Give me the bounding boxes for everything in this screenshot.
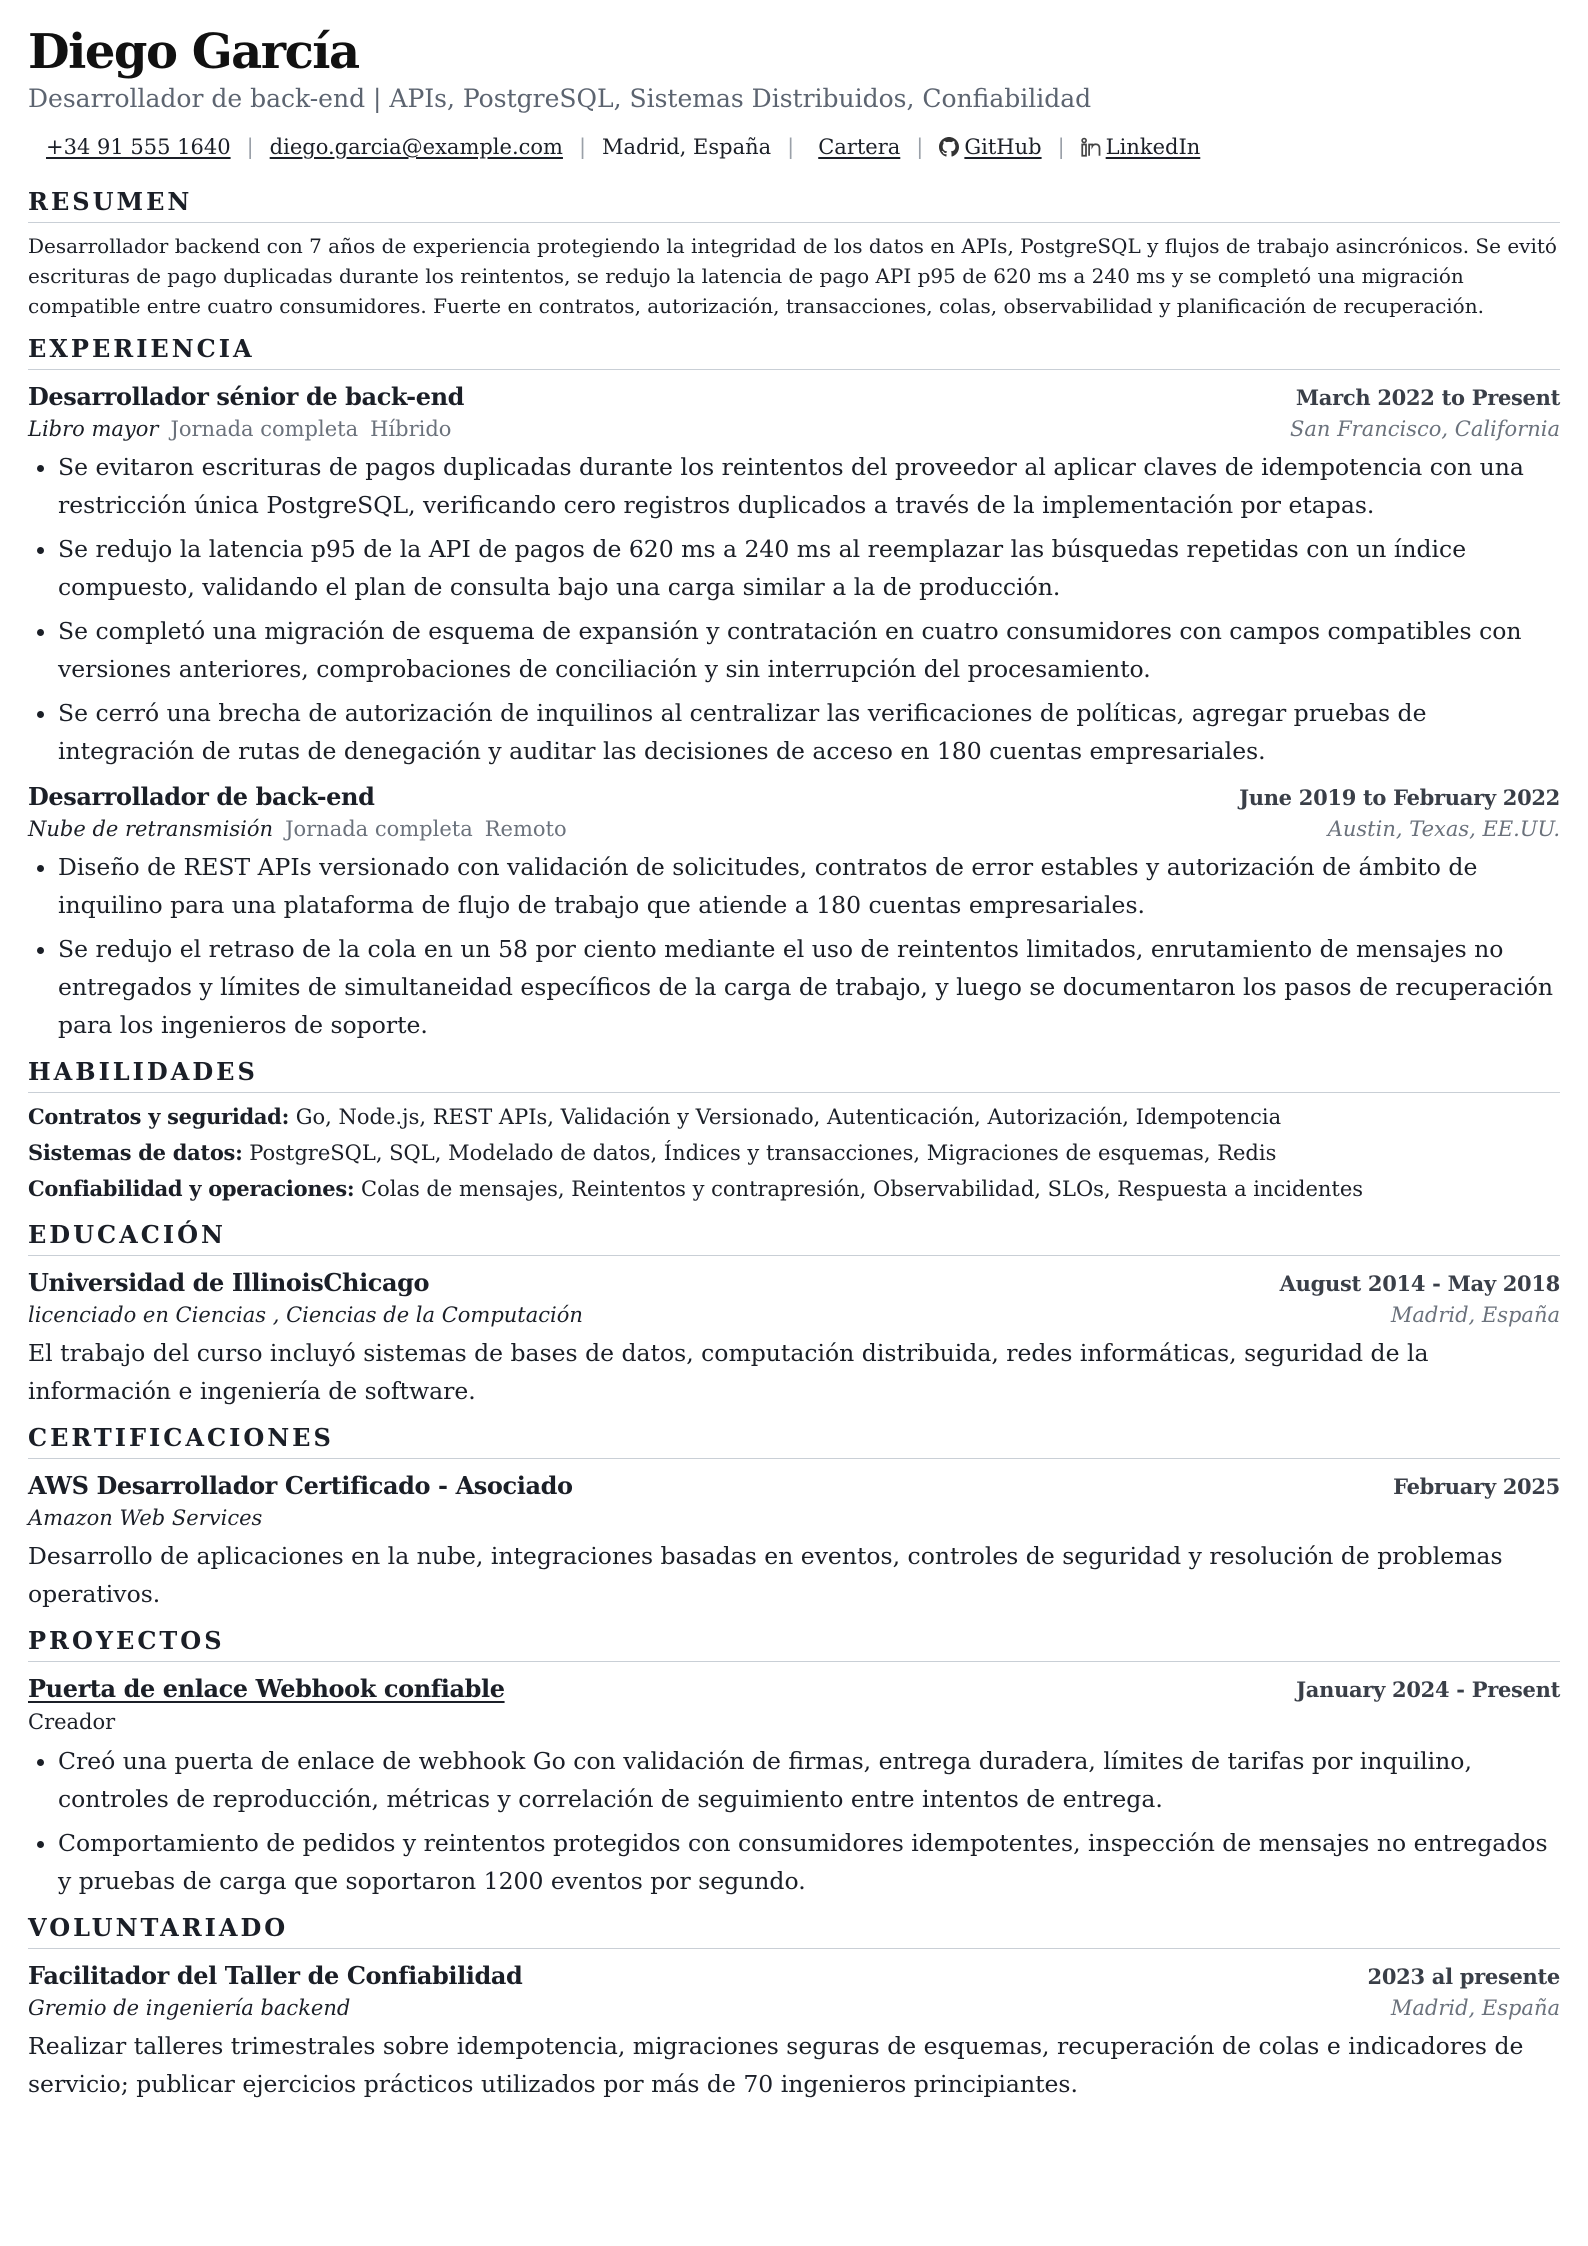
job-location: Austin, Texas, EE.UU. [1327,817,1560,841]
summary-text: Desarrollador backend con 7 años de experiencia protegiendo la integridad de los datos en APIs, PostgreSQL y flujos de trabajo asincrónicos. Se evitó escrituras de pago duplicadas durante los reintentos, se redujo la latencia de pago API p95 de 620 ms a 240 ms y se completó una migración compatible entre cuatro consumidores. Fuerte en contratos, autorización, transacciones, colas, observabilidad y planificación de recuperación. [28,234,1557,318]
separator: | [578,135,587,159]
project-bullets [28,1742,1560,1900]
education-location: Madrid, España [1390,1303,1560,1327]
education-section [28,1219,1560,1410]
skill-items: PostgreSQL, SQL, Modelado de datos, Índices y transacciones, Migraciones de esquemas, Redis [249,1141,1277,1165]
certification-date: February 2025 [1393,1474,1560,1499]
company-name: Libro mayor [28,417,159,441]
skill-group [28,1135,1560,1171]
experience-section [28,333,1560,1044]
volunteer-location: Madrid, España [1390,1996,1560,2020]
skill-group [28,1171,1560,1207]
separator: | [787,135,795,159]
volunteer-title: Facilitador del Taller de Confiabilidad [28,1961,523,1990]
job-mode: Híbrido [370,417,452,441]
job-dates: June 2019 to February 2022 [1239,785,1560,810]
company-name: Nube de retransmisión [28,817,274,841]
linkedin-link[interactable]: LinkedIn [1105,135,1201,159]
job-mode: Remoto [484,817,567,841]
certification-title: AWS Desarrollador Certificado - Asociado [28,1471,573,1500]
skill-items: Go, Node.js, REST APIs, Validación y Versionado, Autenticación, Autorización, Idempotencia [295,1105,1282,1129]
job-dates: March 2022 to Present [1295,385,1560,410]
list-item: • Se evitaron escrituras de pagos duplicadas durante los reintentos del proveedor al aplicar claves de idempotencia con una restricción única PostgreSQL, verificando cero registros duplicados a través de la implementación por etapas. [58,448,1560,524]
skill-label: Confiabilidad y operaciones: [28,1176,355,1201]
volunteer-section [28,1912,1560,2103]
list-item: • Se completó una migración de esquema de expansión y contratación en cuatro consumidores con campos compatibles con versiones anteriores, comprobaciones de conciliación y sin interrupción del procesamiento. [58,612,1560,688]
degree: licenciado en Ciencias , Ciencias de la Computación [28,1303,583,1327]
job-bullets [28,448,1560,770]
job-title: Desarrollador sénior de back-end [28,382,465,411]
separator: | [246,135,254,159]
section-heading: VOLUNTARIADO [28,1912,1560,1949]
job-bullets [28,848,1560,1044]
skill-group [28,1099,1560,1135]
volunteer-org: Gremio de ingeniería backend [28,1996,351,2020]
education-dates: August 2014 - May 2018 [1279,1271,1560,1296]
job-entry [28,780,1560,1044]
job-meta [28,414,451,444]
section-heading: RESUMEN [28,186,1560,223]
education-description: El trabajo del curso incluyó sistemas de bases de datos, computación distribuida, redes informáticas, seguridad de la información e ingeniería de software. [28,1339,1429,1405]
projects-section [28,1625,1560,1900]
section-heading: EDUCACIÓN [28,1219,1560,1256]
candidate-name: Diego García [28,24,359,80]
location-text: Madrid, España [602,135,772,159]
project-dates: January 2024 - Present [1296,1677,1560,1702]
summary-section [28,186,1560,321]
separator: | [1057,135,1065,159]
skills-section [28,1056,1560,1207]
separator: | [916,135,924,159]
section-heading: PROYECTOS [28,1625,1560,1662]
list-item: • Se cerró una brecha de autorización de inquilinos al centralizar las verificaciones de políticas, agregar pruebas de integración de rutas de denegación y auditar las decisiones de acceso en 180 cuentas empresariales. [58,694,1560,770]
certification-issuer: Amazon Web Services [28,1506,263,1530]
job-type: Jornada completa [170,417,359,441]
list-item: • Diseño de REST APIs versionado con validación de solicitudes, contratos de error estables y autorización de ámbito de inquilino para una plataforma de flujo de trabajo que atiende a 180 cuentas empresariales. [58,848,1560,924]
education-entry [28,1266,1560,1410]
section-heading: CERTIFICACIONES [28,1422,1560,1459]
skill-label: Sistemas de datos: [28,1140,243,1165]
volunteer-description: Realizar talleres trimestrales sobre idempotencia, migraciones seguras de esquemas, recuperación de colas e indicadores de servicio; publicar ejercicios prácticos utilizados por más de 70 ingenieros principiantes. [28,2032,1524,2098]
job-type: Jornada completa [285,817,473,841]
skill-label: Contratos y seguridad: [28,1104,290,1129]
skill-items: Colas de mensajes, Reintentos y contrapresión, Observabilidad, SLOs, Respuesta a incidentes [361,1177,1364,1201]
job-entry [28,380,1560,770]
list-item: • Comportamiento de pedidos y reintentos protegidos con consumidores idempotentes, inspección de mensajes no entregados y pruebas de carga que soportaron 1200 eventos por segundo. [58,1824,1560,1900]
contact-bar [28,132,1560,162]
portfolio-link[interactable]: Cartera [818,135,901,159]
list-item: • Creó una puerta de enlace de webhook Go con validación de firmas, entrega duradera, límites de tarifas por inquilino, controles de reproducción, métricas y correlación de seguimiento entre intentos de entrega. [58,1742,1560,1818]
github-link[interactable]: GitHub [964,135,1042,159]
school-name: Universidad de IllinoisChicago [28,1268,430,1297]
certification-entry [28,1469,1560,1613]
skills-list [28,1099,1560,1207]
project-entry [28,1672,1560,1900]
section-heading: EXPERIENCIA [28,333,1560,370]
job-title: Desarrollador de back-end [28,782,375,811]
volunteer-dates: 2023 al presente [1367,1964,1560,1989]
email-link[interactable]: diego.garcia@example.com [269,135,563,159]
certification-description: Desarrollo de aplicaciones en la nube, integraciones basadas en eventos, controles de seguridad y resolución de problemas operativos. [28,1542,1503,1608]
job-meta [28,814,567,844]
project-role: Creador [28,1710,116,1734]
phone-link[interactable]: +34 91 555 1640 [46,135,231,159]
certifications-section [28,1422,1560,1613]
project-title-link[interactable]: Puerta de enlace Webhook confiable [28,1674,505,1703]
job-location: San Francisco, California [1289,417,1560,441]
tagline: Desarrollador de back-end | APIs, PostgreSQL, Sistemas Distribuidos, Confiabilidad [28,84,1092,113]
section-heading: HABILIDADES [28,1056,1560,1093]
github-icon [939,137,959,157]
list-item: • Se redujo la latencia p95 de la API de pagos de 620 ms a 240 ms al reemplazar las búsquedas repetidas con un índice compuesto, validando el plan de consulta bajo una carga similar a la de producción. [58,530,1560,606]
volunteer-entry [28,1959,1560,2103]
linkedin-icon [1081,137,1101,157]
list-item: • Se redujo el retraso de la cola en un 58 por ciento mediante el uso de reintentos limitados, enrutamiento de mensajes no entregados y límites de simultaneidad específicos de la carga de trabajo, y luego se documentaron los pasos de recuperación para los ingenieros de soporte. [58,930,1560,1044]
